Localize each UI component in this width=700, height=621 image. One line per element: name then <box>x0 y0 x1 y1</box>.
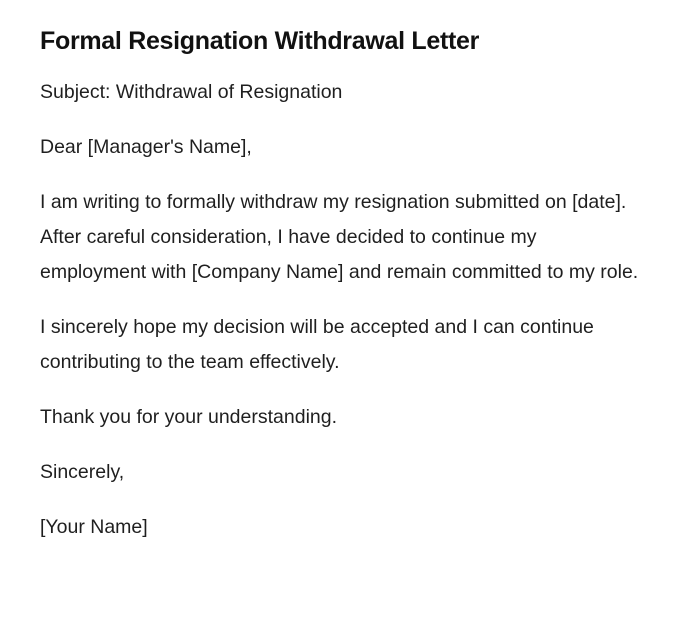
body-paragraph-1: I am writing to formally withdraw my resignation submitted on [date]. After careful consideration, I have decided to continue my employment with [Company Name] and remain committed to my role. <box>40 191 639 283</box>
body-paragraph-3: Thank you for your understanding. <box>40 406 338 428</box>
signature: [Your Name] <box>40 516 148 538</box>
page-title: Formal Resignation Withdrawal Letter <box>40 27 480 55</box>
closing: Sincerely, <box>40 461 125 483</box>
body-paragraph-2: I sincerely hope my decision will be accepted and I can continue contributing to the team effectively. <box>40 316 594 373</box>
salutation: Dear [Manager's Name], <box>40 136 252 158</box>
subject-line: Subject: Withdrawal of Resignation <box>40 81 343 103</box>
